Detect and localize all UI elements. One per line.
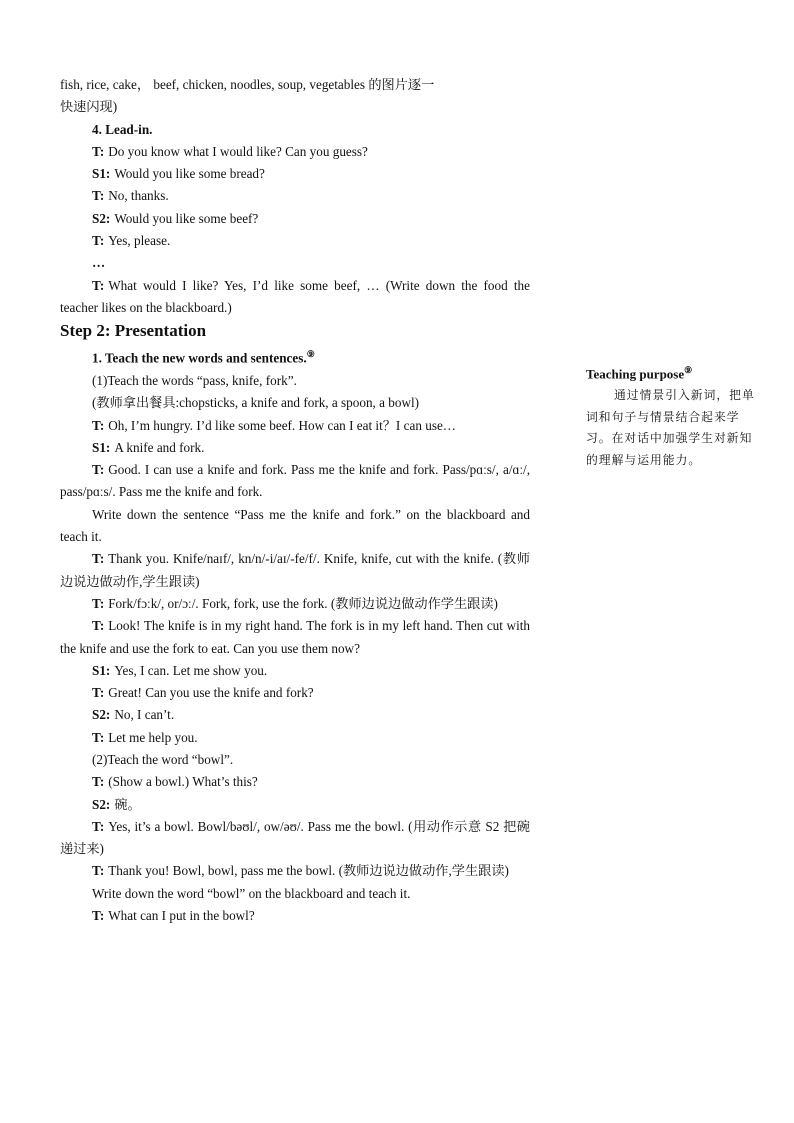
dialogue-line: T: No, thanks.: [92, 188, 169, 204]
dialogue-line: T: Fork/fɔːk/, or/ɔː/. Fork, fork, use the fork. (教师边说边做动作学生跟读): [92, 595, 498, 611]
dialogue-line: T: (Show a bowl.) What’s this?: [92, 774, 258, 790]
dialogue-line: (教师拿出餐具:chopsticks, a knife and fork, a spoon, a bowl): [92, 395, 420, 411]
dialogue-line: S1: Yes, I can. Let me show you.: [92, 662, 268, 678]
leadin-heading: 4. Lead-in.: [92, 121, 153, 137]
dialogue-line: T: Great! Can you use the knife and fork?: [92, 685, 314, 701]
dialogue-line: T: Good. I can use a knife and fork. Pass me the knife and fork. Pass/pɑːs/, a/ɑː/, pass/pɑːs/. Pass me the knife and fork.: [60, 462, 530, 500]
dialogue-line: T: Yes, please.: [92, 233, 171, 249]
dialogue-line: (2)Teach the word “bowl”.: [92, 752, 234, 767]
dialogue-line: T: Let me help you.: [92, 729, 198, 745]
step-heading: Step 2: Presentation: [60, 321, 207, 341]
note-body: 通过情景引入新词，把单词和句子与情景结合起来学习。在对话中加强学生对新知的理解与运用能力。: [586, 388, 755, 467]
dialogue-line: T: Oh, I’m hungry. I’d like some beef. How can I eat it？I can use…: [92, 417, 456, 433]
teaching-purpose-note: [586, 360, 756, 471]
dialogue-line: S2: 碗。: [92, 796, 141, 812]
intro-line: 快速闪现): [60, 99, 118, 115]
dialogue-line: T: Yes, it’s a bowl. Bowl/bəʊl/, ow/əʊ/. Pass me the bowl. (用动作示意 S2 把碗递过来): [60, 818, 530, 857]
footnote-mark: ⑨: [306, 349, 315, 360]
footnote-mark: ⑨: [684, 365, 693, 375]
presentation-lines: [60, 370, 530, 927]
dialogue-line: T: Look! The knife is in my right hand. The fork is in my left hand. Then cut with the knife and use the fork to eat. Can you use them now?: [60, 618, 530, 656]
dialogue-line: (1)Teach the words “pass, knife, fork”.: [92, 372, 297, 388]
lesson-plan-body: [60, 74, 530, 927]
dialogue-line: S2: No, I can’t.: [92, 707, 175, 723]
intro-line: fish, rice, cake， beef, chicken, noodles, soup, vegetables 的图片逐一: [60, 77, 435, 92]
dialogue-line: S2: Would you like some beef?: [92, 210, 259, 226]
dialogue-line: T: Thank you! Bowl, bowl, pass me the bowl. (教师边说边做动作,学生跟读): [92, 863, 509, 879]
sub-heading: 1. Teach the new words and sentences.⑨: [92, 349, 315, 366]
dialogue-line: T: What would I like? Yes, I’d like some beef, … (Write down the food the teacher likes on the blackboard.): [60, 277, 530, 315]
dialogue-line: T: Thank you. Knife/naɪf/, kn/n/-i/aɪ/-fe/f/. Knife, knife, cut with the knife. (教师边说边做动作,学生跟读): [60, 551, 530, 589]
dialogue-line: S1: A knife and fork.: [92, 439, 205, 455]
dialogue-line: T: What can I put in the bowl?: [92, 908, 255, 924]
dialogue-line: T: Do you know what I would like? Can you guess?: [92, 143, 368, 159]
note-title: Teaching purpose⑨: [586, 365, 693, 382]
dialogue-line: S1: Would you like some bread?: [92, 166, 265, 182]
ellipsis: …: [92, 255, 106, 271]
dialogue-line: Write down the sentence “Pass me the knife and fork.” on the blackboard and teach it.: [60, 506, 530, 545]
dialogue-line: Write down the word “bowl” on the blackboard and teach it.: [92, 885, 411, 901]
